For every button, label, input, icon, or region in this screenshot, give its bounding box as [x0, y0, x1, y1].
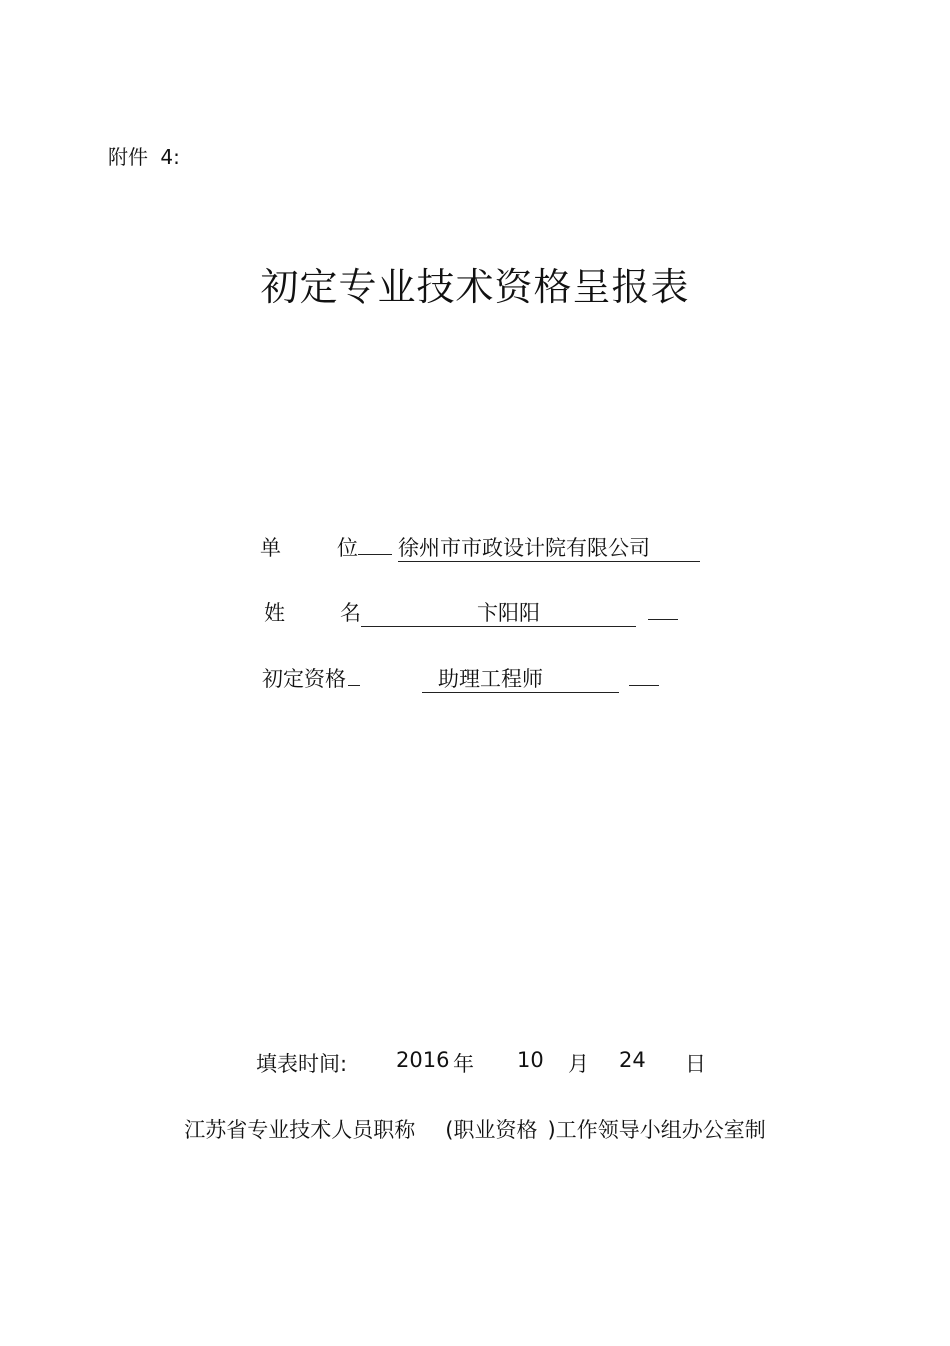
issuer-part-2: (职业资格	[445, 1118, 538, 1142]
issuer-footer	[0, 1114, 950, 1144]
fill-date-year-unit: 年	[453, 1052, 474, 1076]
name-label-1: 姓	[264, 601, 285, 625]
fill-date-day: 24	[619, 1048, 646, 1072]
fill-date-day-unit: 日	[685, 1052, 706, 1076]
qualification-underline-a	[348, 661, 360, 686]
unit-label-1: 单	[260, 536, 281, 560]
unit-underline-left	[358, 530, 392, 555]
qualification-row	[262, 661, 659, 694]
qualification-underline-right	[629, 661, 659, 686]
fill-date-label: 填表时间:	[256, 1052, 348, 1076]
page-title: 初定专业技术资格呈报表	[260, 265, 690, 309]
unit-label-2: 位	[337, 536, 358, 560]
attachment-text: 附件	[108, 145, 148, 169]
name-row	[264, 595, 678, 628]
unit-value: 徐州市市政设计院有限公司	[398, 535, 700, 562]
name-label-2: 名	[340, 601, 361, 625]
qualification-value: 助理工程师	[422, 666, 619, 693]
attachment-number: 4:	[160, 145, 180, 169]
fill-date-month-unit: 月	[568, 1052, 589, 1076]
name-value: 卞阳阳	[361, 600, 636, 627]
fill-date-year: 2016	[396, 1048, 450, 1072]
qualification-label: 初定资格	[262, 667, 346, 691]
issuer-part-1: 江苏省专业技术人员职称	[184, 1118, 416, 1142]
name-underline-right	[648, 595, 678, 620]
attachment-label	[108, 141, 180, 170]
issuer-part-3: )工作领导小组办公室制	[547, 1118, 766, 1142]
unit-row	[260, 530, 700, 563]
fill-date-month: 10	[517, 1048, 544, 1072]
